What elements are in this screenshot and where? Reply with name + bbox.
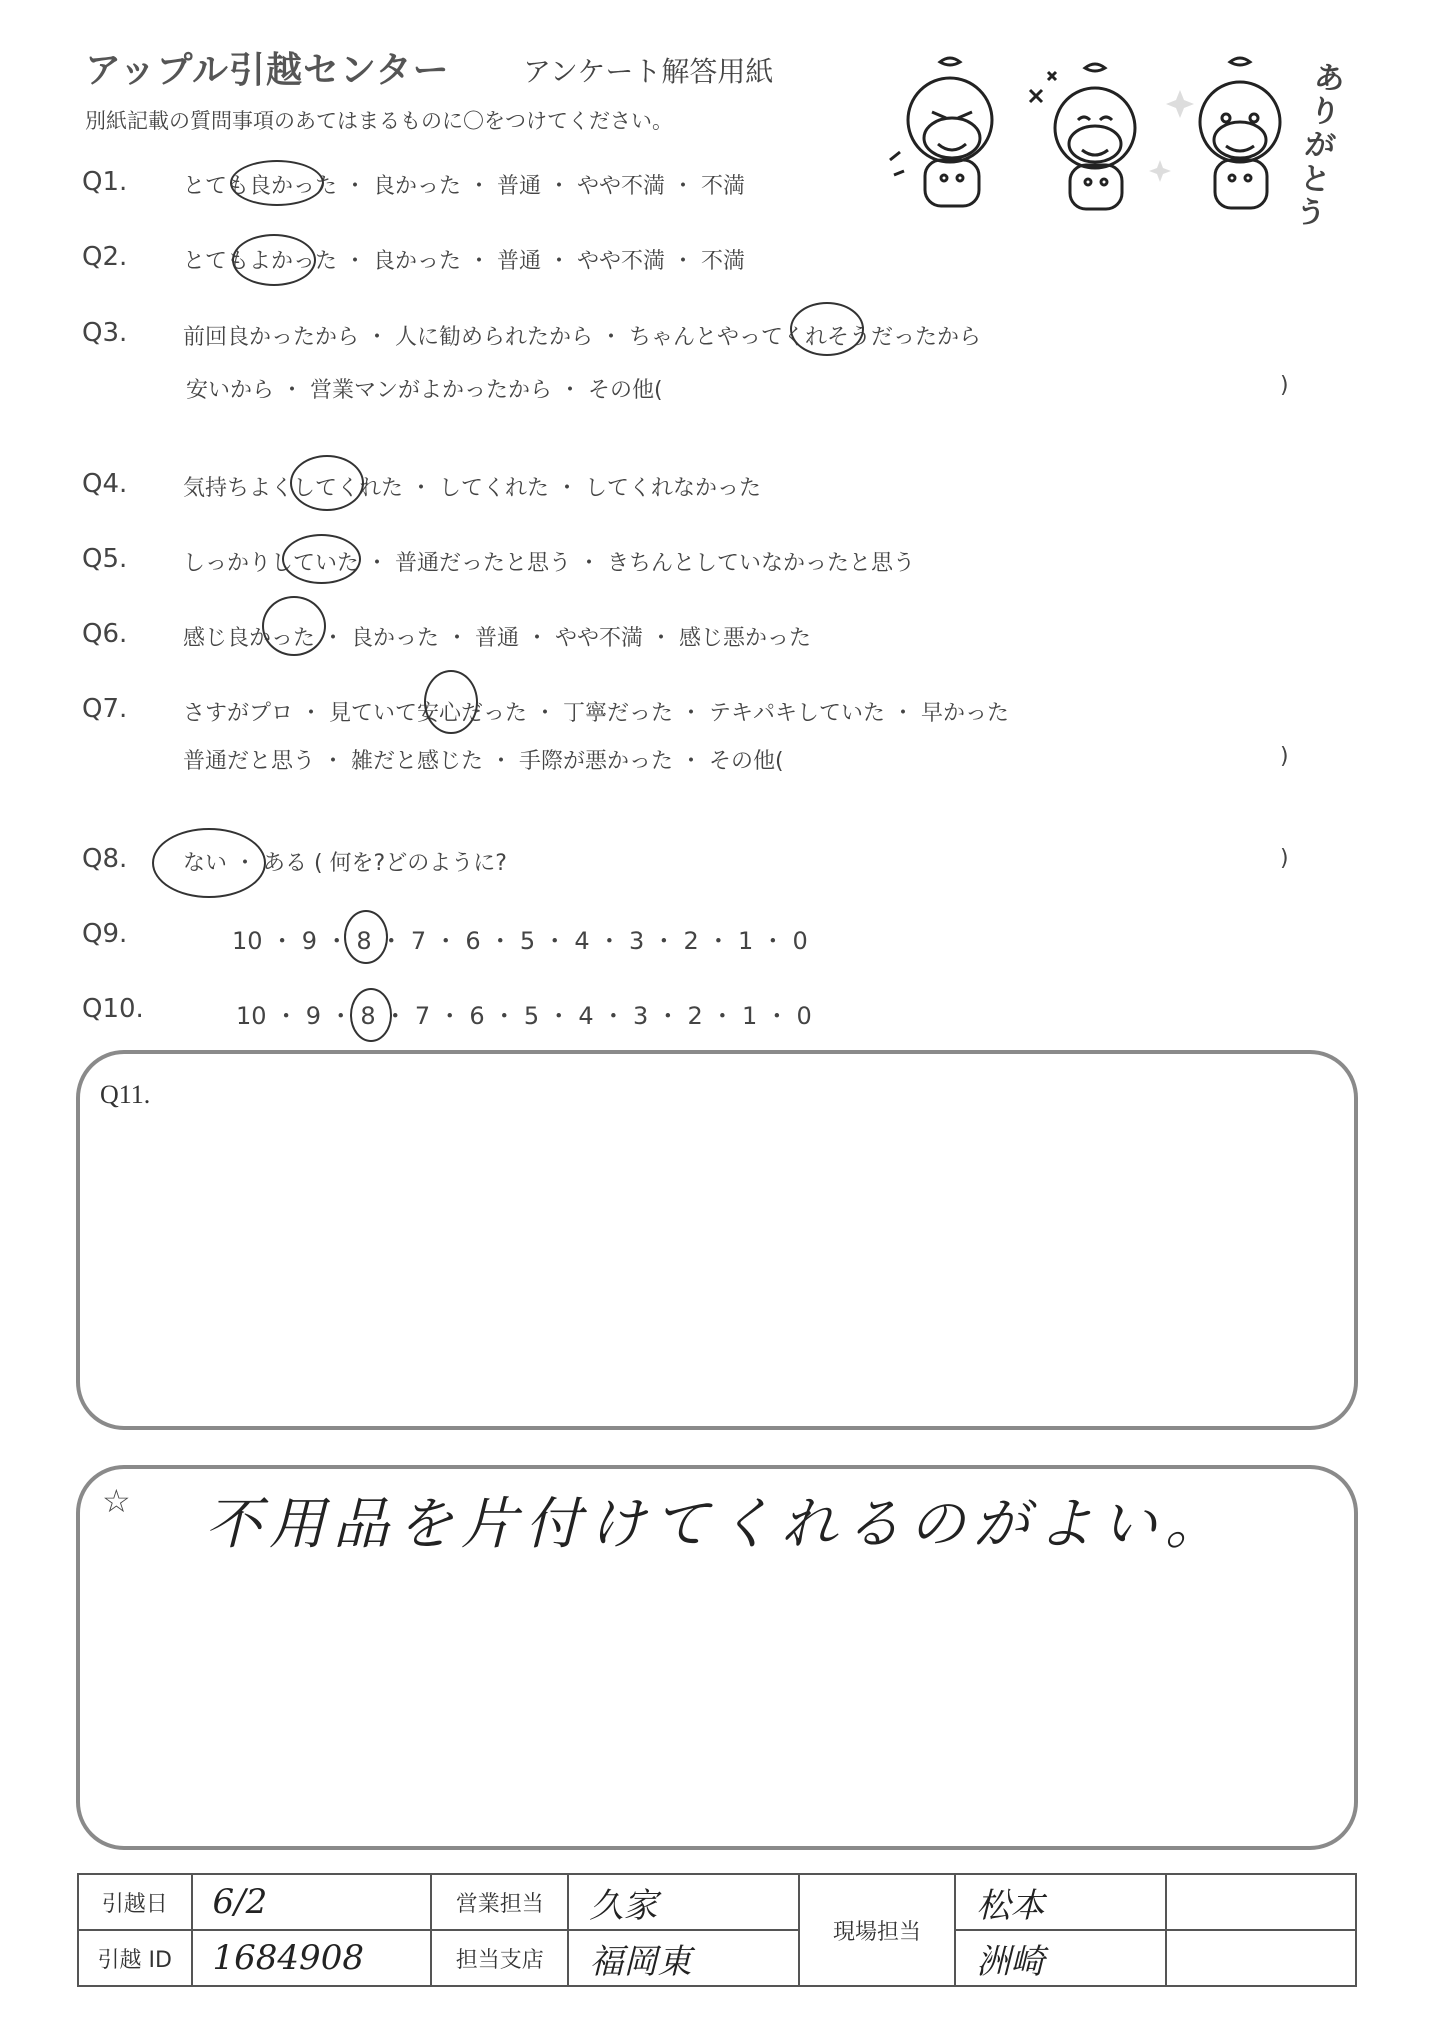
company-title: アップル引越センター xyxy=(85,50,450,91)
q4-options: 気持ちよくしてくれた ・ してくれた ・ してくれなかった xyxy=(183,476,761,501)
answer-mark-q3 xyxy=(790,302,864,356)
q7-options-line2: 普通だと思う ・ 雑だと感じた ・ 手際が悪かった ・ その他( xyxy=(183,749,784,774)
answer-mark-q7 xyxy=(424,670,478,734)
q9-label: Q9. xyxy=(82,919,128,949)
q6-options: 感じ良かった ・ 良かった ・ 普通 ・ やや不満 ・ 感じ悪かった xyxy=(183,626,811,651)
q3-options-line2: 安いから ・ 営業マンがよかったから ・ その他( xyxy=(186,378,663,403)
site-value-1: 松本 xyxy=(955,1874,1166,1930)
form-subtitle: アンケート解答用紙 xyxy=(523,55,774,88)
answer-mark-q9 xyxy=(344,910,388,964)
answer-mark-q2 xyxy=(232,234,316,286)
q11-label: Q11. xyxy=(100,1080,151,1109)
branch-value: 福岡東 xyxy=(568,1930,798,1986)
answer-mark-q10 xyxy=(350,988,392,1042)
site-label: 現場担当 xyxy=(799,1874,956,1986)
q11-answer-box xyxy=(76,1050,1358,1430)
q7-options-line1: さすがプロ ・ 見ていて安心だった ・ 丁寧だった ・ テキパキしていた ・ 早かった xyxy=(183,701,1009,726)
mascot-caption: ありがとう xyxy=(1293,59,1347,233)
q1-label: Q1. xyxy=(82,167,128,197)
q5-label: Q5. xyxy=(82,544,128,574)
sales-label: 営業担当 xyxy=(431,1874,569,1930)
q4-label: Q4. xyxy=(82,469,128,499)
answer-mark-q5 xyxy=(282,534,361,584)
q7-close-paren: ) xyxy=(1280,744,1289,769)
handwritten-comment: 不用品を片付けてくれるのがよい。 xyxy=(205,1492,1229,1557)
q8-label: Q8. xyxy=(82,844,128,874)
q2-label: Q2. xyxy=(82,242,128,272)
q10-label: Q10. xyxy=(82,994,144,1024)
move-id-value: 1684908 xyxy=(192,1930,431,1986)
sales-value: 久家 xyxy=(568,1874,798,1930)
q6-label: Q6. xyxy=(82,619,128,649)
q1-options: とても良かった ・ 良かった ・ 普通 ・ やや不満 ・ 不満 xyxy=(183,174,745,199)
answer-mark-q6 xyxy=(262,596,326,656)
mascot-illustration xyxy=(880,50,1340,220)
star-icon: ☆ xyxy=(102,1482,131,1520)
answer-mark-q4 xyxy=(290,455,364,511)
branch-label: 担当支店 xyxy=(431,1930,569,1986)
answer-mark-q1 xyxy=(230,160,324,206)
q8-options: ない ・ ある ( 何を?どのように? xyxy=(183,851,507,876)
q9-scale: 10 ・ 9 ・ 8 ・ 7 ・ 6 ・ 5 ・ 4 ・ 3 ・ 2 ・ 1 ・ 0 xyxy=(232,927,808,955)
instruction-text: 別紙記載の質問事項のあてはまるものに〇をつけてください。 xyxy=(85,109,673,133)
move-date-label: 引越日 xyxy=(78,1874,192,1930)
move-date-value: 6/2 xyxy=(192,1874,431,1930)
q5-options: しっかりしていた ・ 普通だったと思う ・ きちんとしていなかったと思う xyxy=(183,551,915,576)
q3-options-line1: 前回良かったから ・ 人に勧められたから ・ ちゃんとやってくれそうだったから xyxy=(183,325,981,350)
extra-cell-top xyxy=(1166,1874,1356,1930)
q2-options: とてもよかった ・ 良かった ・ 普通 ・ やや不満 ・ 不満 xyxy=(183,249,745,274)
q7-label: Q7. xyxy=(82,694,128,724)
move-id-label: 引越 ID xyxy=(78,1930,192,1986)
q8-close-paren: ) xyxy=(1280,846,1289,871)
q10-scale: 10 ・ 9 ・ 8 ・ 7 ・ 6 ・ 5 ・ 4 ・ 3 ・ 2 ・ 1 ・ 0 xyxy=(236,1002,812,1030)
q3-close-paren: ) xyxy=(1280,373,1289,398)
site-value-2: 洲崎 xyxy=(955,1930,1166,1986)
extra-cell-bottom xyxy=(1166,1930,1356,1986)
staff-info-table xyxy=(77,1873,1357,1987)
q3-label: Q3. xyxy=(82,318,128,348)
answer-mark-q8 xyxy=(152,828,266,898)
